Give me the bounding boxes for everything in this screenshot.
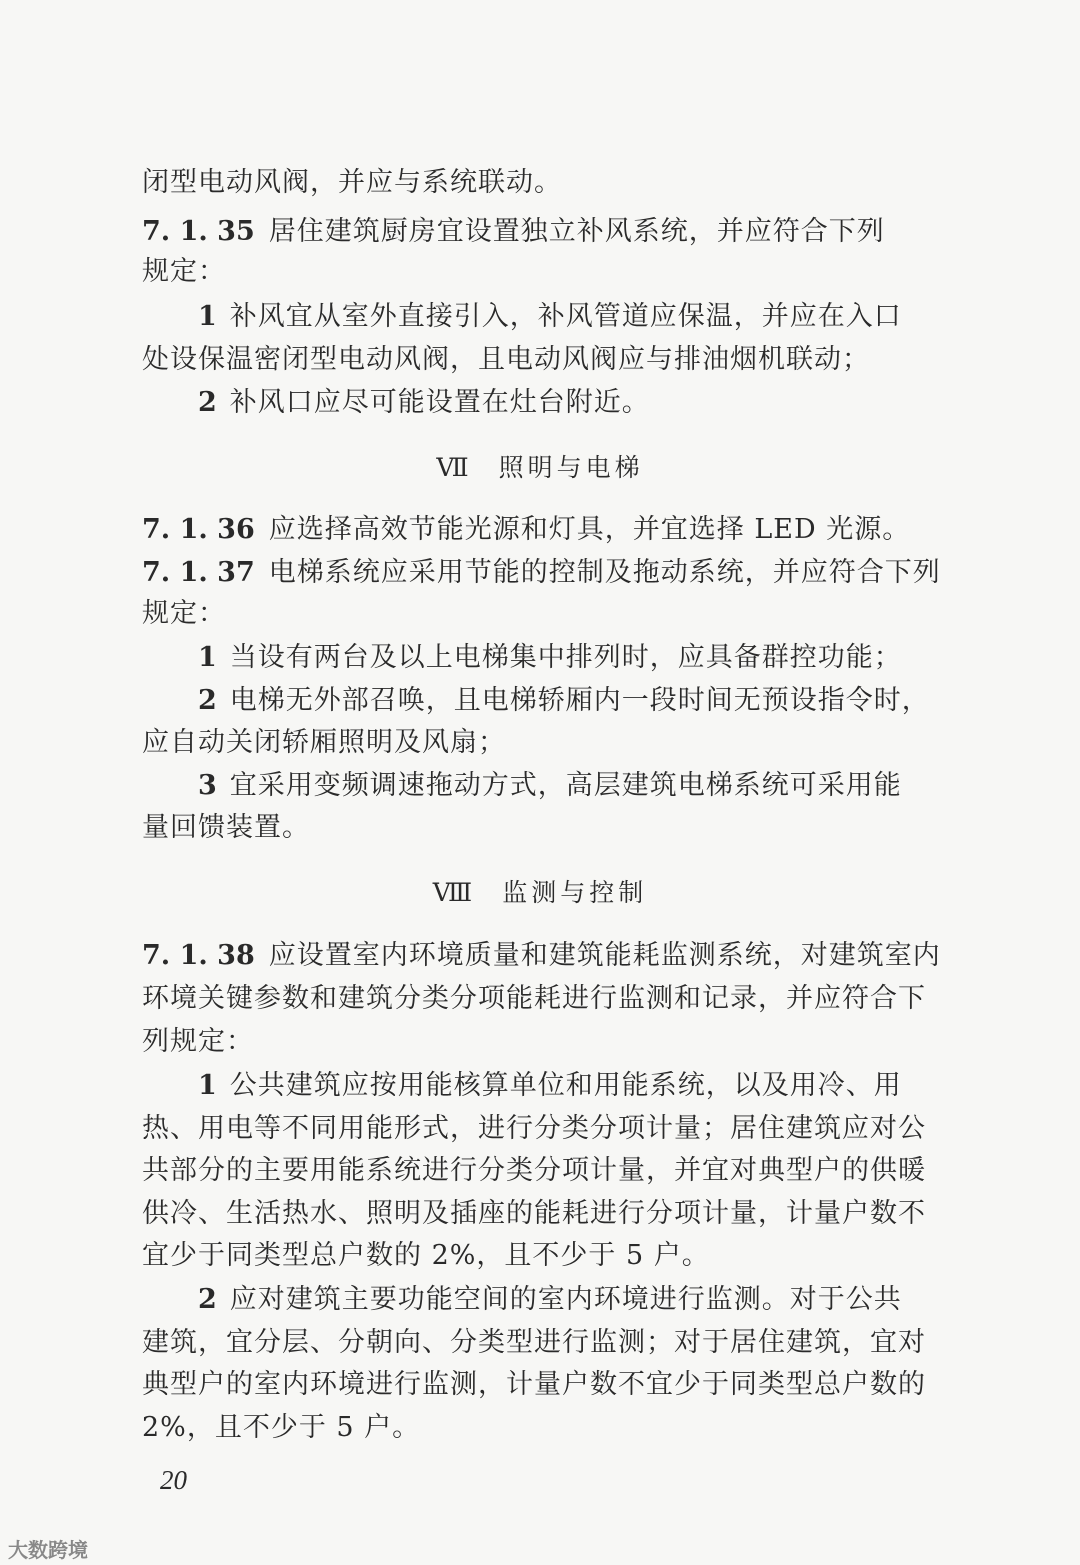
text-line: 2%，且不少于 5 户。 [142, 1412, 421, 1443]
item-number: 1 [198, 301, 218, 332]
list-item: 2 补风口应尽可能设置在灶台附近。 [198, 387, 650, 418]
item-number: 2 [198, 387, 218, 418]
section-title-lighting-elevator: Ⅶ 照明与电梯 [436, 453, 644, 482]
list-item: 1 补风宜从室外直接引入，补风管道应保温，并应在入口 [198, 301, 902, 332]
list-item: 2 电梯无外部召唤，且电梯轿厢内一段时间无预设指令时， [198, 685, 930, 716]
text-line: 建筑，宜分层、分朝向、分类型进行监测；对于居住建筑，宜对 [142, 1327, 926, 1358]
item-number: 1 [198, 642, 218, 673]
list-item: 1 当设有两台及以上电梯集中排列时，应具备群控功能； [198, 642, 902, 673]
text-line: 应自动关闭轿厢照明及风扇； [142, 727, 506, 758]
section-title-monitoring-control: Ⅷ 监测与控制 [432, 878, 648, 907]
text-line: 规定： [142, 598, 226, 629]
item-number: 2 [198, 685, 218, 716]
text-line: 环境关键参数和建筑分类分项能耗进行监测和记录，并应符合下 [142, 983, 926, 1014]
list-item: 3 宜采用变频调速拖动方式，高层建筑电梯系统可采用能 [198, 770, 902, 801]
clause-7-1-37: 7. 1. 37 电梯系统应采用节能的控制及拖动系统，并应符合下列 [142, 557, 941, 588]
item-number: 3 [198, 770, 218, 801]
text-line: 规定： [142, 256, 226, 287]
text-line: 供冷、生活热水、照明及插座的能耗进行分项计量，计量户数不 [142, 1198, 926, 1229]
text-line: 列规定： [142, 1026, 254, 1057]
item-number: 1 [198, 1070, 218, 1101]
text-line: 宜少于同类型总户数的 2%，且不少于 5 户。 [142, 1240, 710, 1271]
text-line: 量回馈装置。 [142, 812, 310, 843]
page-number: 20 [160, 1465, 187, 1495]
section-number: Ⅷ [432, 878, 473, 907]
text-line: 共部分的主要用能系统进行分类分项计量，并宜对典型户的供暖 [142, 1155, 926, 1186]
list-item: 1 公共建筑应按用能核算单位和用能系统，以及用冷、用 [198, 1070, 902, 1101]
footer-brand-logo [8, 1534, 88, 1563]
text-line: 典型户的室内环境进行监测，计量户数不宜少于同类型总户数的 [142, 1369, 926, 1400]
item-number: 2 [198, 1284, 218, 1315]
clause-7-1-35: 7. 1. 35 居住建筑厨房宜设置独立补风系统，并应符合下列 [142, 216, 885, 247]
clause-number: 7. 1. 35 [142, 216, 255, 247]
text-line: 闭型电动风阀，并应与系统联动。 [142, 167, 562, 198]
clause-number: 7. 1. 36 [142, 514, 255, 545]
clause-7-1-36: 7. 1. 36 应选择高效节能光源和灯具，并宜选择 LED 光源。 [142, 514, 911, 545]
list-item: 2 应对建筑主要功能空间的室内环境进行监测。对于公共 [198, 1284, 902, 1315]
clause-number: 7. 1. 37 [142, 557, 255, 588]
section-number: Ⅶ [436, 453, 469, 482]
text-line: 热、用电等不同用能形式，进行分类分项计量；居住建筑应对公 [142, 1113, 926, 1144]
clause-number: 7. 1. 38 [142, 940, 255, 971]
clause-7-1-38: 7. 1. 38 应设置室内环境质量和建筑能耗监测系统，对建筑室内 [142, 940, 941, 971]
text-line: 处设保温密闭型电动风阀，且电动风阀应与排油烟机联动； [142, 344, 870, 375]
brand-logo-text: 大数跨境 [8, 1540, 88, 1562]
